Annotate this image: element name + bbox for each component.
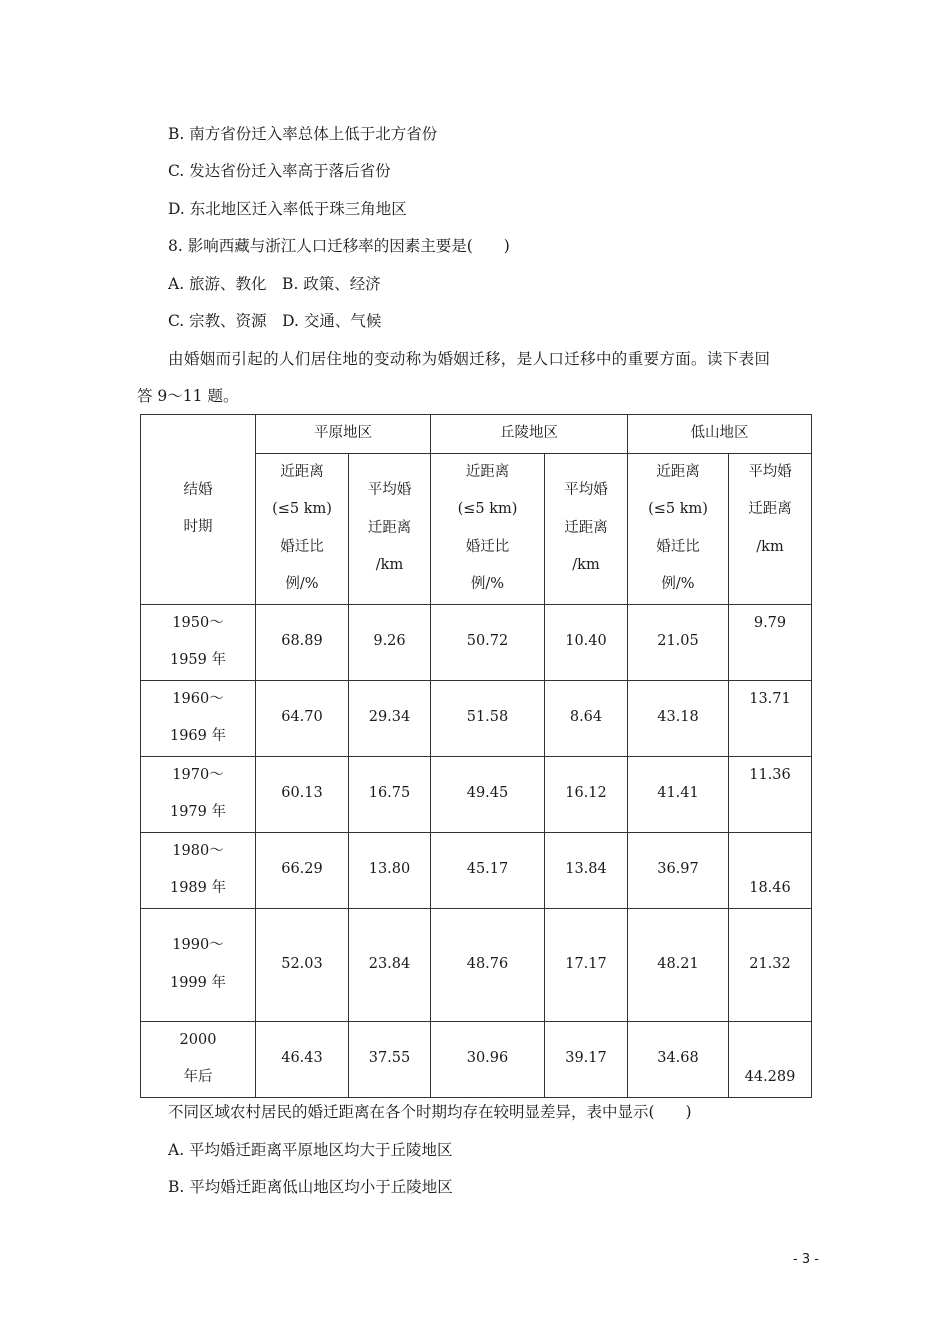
value-cell: 66.29	[256, 832, 349, 908]
page-number: - 3 -	[793, 1252, 819, 1267]
value-cell: 64.70	[256, 680, 349, 756]
value-cell: 44.289	[729, 1021, 812, 1097]
value-cell: 36.97	[628, 832, 729, 908]
option-b: B. 南方省份迁入率总体上低于北方省份	[168, 125, 438, 143]
value-cell: 8.64	[545, 680, 628, 756]
table-row	[141, 908, 812, 1021]
subheader-avg-distance: 平均婚 迁距离 /km	[545, 453, 628, 604]
value-cell: 9.26	[349, 604, 431, 680]
value-cell: 16.75	[349, 756, 431, 832]
subheader-near-ratio: 近距离 (≤5 km) 婚迁比 例/%	[628, 453, 729, 604]
value-cell: 10.40	[545, 604, 628, 680]
period-header-cell: 结婚 时期	[141, 415, 256, 605]
value-cell: 48.76	[431, 908, 545, 1021]
value-cell: 68.89	[256, 604, 349, 680]
value-cell: 17.17	[545, 908, 628, 1021]
option-c: C. 发达省份迁入率高于落后省份	[168, 162, 391, 180]
value-cell: 46.43	[256, 1021, 349, 1097]
table-row	[141, 832, 812, 908]
marriage-migration-table	[140, 414, 812, 1098]
value-cell: 18.46	[729, 832, 812, 908]
value-cell: 11.36	[729, 756, 812, 832]
value-cell: 60.13	[256, 756, 349, 832]
period-cell: 1960～ 1969 年	[141, 680, 256, 756]
period-cell: 1990～ 1999 年	[141, 908, 256, 1021]
region-header-hill: 丘陵地区	[431, 415, 628, 454]
value-cell: 50.72	[431, 604, 545, 680]
value-cell: 23.84	[349, 908, 431, 1021]
value-cell: 13.84	[545, 832, 628, 908]
table-row	[141, 756, 812, 832]
table-row	[141, 680, 812, 756]
subheader-near-ratio: 近距离 (≤5 km) 婚迁比 例/%	[256, 453, 349, 604]
value-cell: 39.17	[545, 1021, 628, 1097]
period-cell: 1970～ 1979 年	[141, 756, 256, 832]
region-header-lowmountain: 低山地区	[628, 415, 812, 454]
value-cell: 41.41	[628, 756, 729, 832]
table-header-row	[141, 415, 812, 454]
value-cell: 34.68	[628, 1021, 729, 1097]
table-row	[141, 1021, 812, 1097]
question-9-option-a: A. 平均婚迁距离平原地区均大于丘陵地区	[168, 1141, 453, 1159]
value-cell: 21.05	[628, 604, 729, 680]
value-cell: 49.45	[431, 756, 545, 832]
period-cell: 1980～ 1989 年	[141, 832, 256, 908]
intro-paragraph-line-2: 答 9～11 题。	[137, 387, 239, 405]
value-cell: 13.80	[349, 832, 431, 908]
question-9-option-b: B. 平均婚迁距离低山地区均小于丘陵地区	[168, 1178, 453, 1196]
intro-paragraph-line-1: 由婚姻而引起的人们居住地的变动称为婚姻迁移，是人口迁移中的重要方面。读下表回	[168, 350, 771, 368]
question-8-options-ab: A. 旅游、教化 B. 政策、经济	[168, 275, 381, 293]
value-cell: 30.96	[431, 1021, 545, 1097]
value-cell: 21.32	[729, 908, 812, 1021]
value-cell: 45.17	[431, 832, 545, 908]
subheader-avg-distance: 平均婚 迁距离 /km	[729, 453, 812, 604]
subheader-avg-distance: 平均婚 迁距离 /km	[349, 453, 431, 604]
value-cell: 9.79	[729, 604, 812, 680]
period-cell: 2000 年后	[141, 1021, 256, 1097]
question-8-options-cd: C. 宗教、资源 D. 交通、气候	[168, 312, 382, 330]
option-d: D. 东北地区迁入率低于珠三角地区	[168, 200, 407, 218]
value-cell: 43.18	[628, 680, 729, 756]
value-cell: 16.12	[545, 756, 628, 832]
value-cell: 48.21	[628, 908, 729, 1021]
value-cell: 37.55	[349, 1021, 431, 1097]
value-cell: 13.71	[729, 680, 812, 756]
table-row	[141, 604, 812, 680]
value-cell: 51.58	[431, 680, 545, 756]
region-header-plain: 平原地区	[256, 415, 431, 454]
value-cell: 29.34	[349, 680, 431, 756]
value-cell: 52.03	[256, 908, 349, 1021]
question-8: 8. 影响西藏与浙江人口迁移率的因素主要是( )	[168, 237, 510, 255]
subheader-near-ratio: 近距离 (≤5 km) 婚迁比 例/%	[431, 453, 545, 604]
question-9: 不同区域农村居民的婚迁距离在各个时期均存在较明显差异，表中显示( )	[168, 1103, 692, 1121]
period-cell: 1950～ 1959 年	[141, 604, 256, 680]
